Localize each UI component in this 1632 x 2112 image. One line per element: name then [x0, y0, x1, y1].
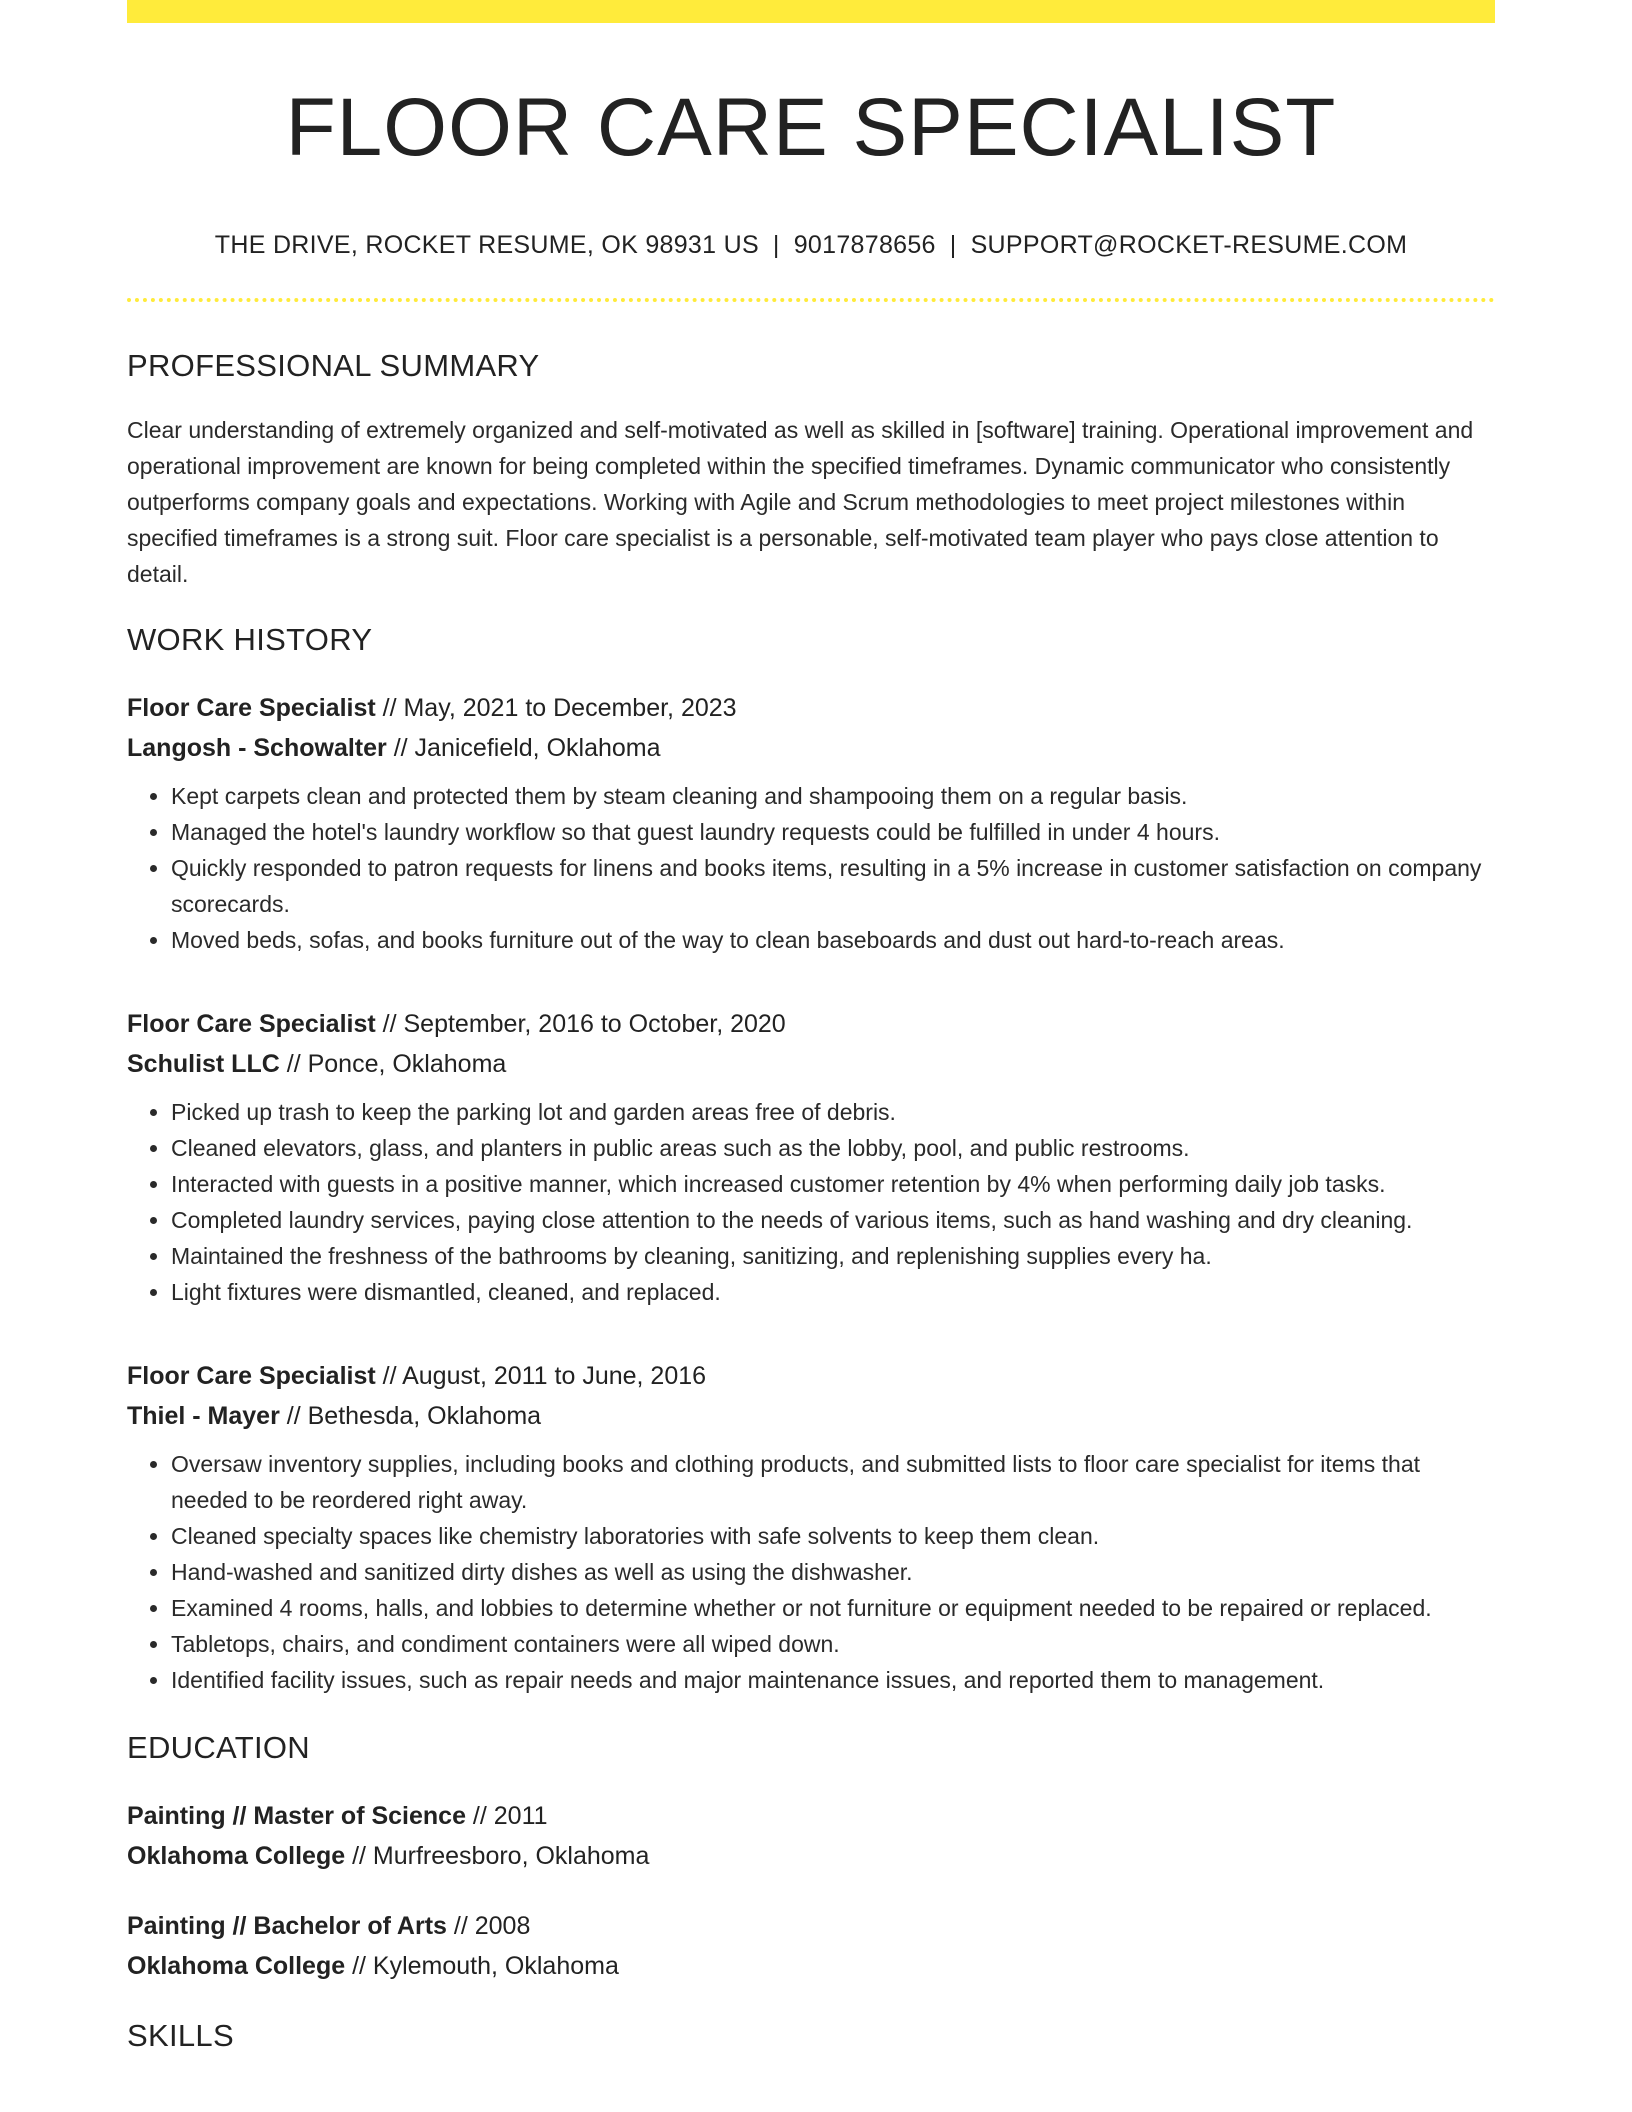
job-company: Schulist LLC	[127, 1050, 280, 1079]
job-bullet: • Kept carpets clean and protected them by steam cleaning and shampooing them on a regular basis.	[171, 778, 1495, 814]
summary-paragraph: Clear understanding of extremely organized and self-motivated as well as skilled in [software] training. Operational improvement and operational improvement are known for being completed within the specified timeframes. Dynamic communicator who consistently outperforms company goals and expectations. Working with Agile and Scrum methodologies to meet project milestones within specified timeframes is a strong suit. Floor care specialist is a personable, self-motivated team player who pays close attention to detail.	[127, 417, 1474, 588]
education-degree-line	[127, 1796, 1495, 1836]
job-dates: // September, 2016 to October, 2020	[375, 1010, 786, 1039]
job-bullet: • Tabletops, chairs, and condiment containers were all wiped down.	[171, 1626, 1495, 1662]
education-degree: Painting // Bachelor of Arts	[127, 1912, 447, 1941]
contact-separator: |	[949, 231, 957, 260]
job-bullet: • Managed the hotel's laundry workflow so that guest laundry requests could be fulfilled in under 4 hours.	[171, 814, 1495, 850]
summary-heading: PROFESSIONAL SUMMARY	[127, 348, 540, 384]
job-bullet: • Interacted with guests in a positive manner, which increased customer retention by 4% when performing daily job tasks.	[171, 1166, 1495, 1202]
job-bullet: • Maintained the freshness of the bathrooms by cleaning, sanitizing, and replenishing supplies every ha.	[171, 1238, 1495, 1274]
education-year: // 2008	[446, 1912, 531, 1941]
education-year: // 2011	[465, 1802, 548, 1831]
job-role: Floor Care Specialist	[127, 1362, 376, 1391]
contact-address: THE DRIVE, ROCKET RESUME, OK 98931 US	[214, 231, 759, 260]
job-bullet: • Oversaw inventory supplies, including books and clothing products, and submitted lists to floor care specialist for items that needed to be reordered right away.	[171, 1446, 1495, 1518]
job-entry	[127, 1356, 1495, 1698]
job-role-line	[127, 1004, 1495, 1044]
education-school-line	[127, 1946, 1495, 1986]
education-heading: EDUCATION	[127, 1730, 310, 1766]
contact-line	[127, 231, 1495, 260]
job-bullet: • Completed laundry services, paying close attention to the needs of various items, such as hand washing and dry cleaning.	[171, 1202, 1495, 1238]
job-bullet: • Examined 4 rooms, halls, and lobbies to determine whether or not furniture or equipment needed to be repaired or replaced.	[171, 1590, 1495, 1626]
contact-phone: 9017878656	[793, 231, 936, 260]
resume-title: FLOOR CARE SPECIALIST	[285, 82, 1337, 173]
job-role-line	[127, 1356, 1495, 1396]
skills-heading: SKILLS	[127, 2018, 234, 2054]
job-bullets	[127, 1094, 1495, 1310]
resume-page	[127, 0, 1495, 2054]
job-bullet: • Cleaned elevators, glass, and planters in public areas such as the lobby, pool, and public restrooms.	[171, 1130, 1495, 1166]
job-location: // Ponce, Oklahoma	[279, 1050, 507, 1079]
job-bullet: • Picked up trash to keep the parking lot and garden areas free of debris.	[171, 1094, 1495, 1130]
job-bullet: • Identified facility issues, such as repair needs and major maintenance issues, and reported them to management.	[171, 1662, 1495, 1698]
education-school: Oklahoma College	[127, 1842, 346, 1871]
job-bullet: • Moved beds, sofas, and books furniture out of the way to clean baseboards and dust out hard-to-reach areas.	[171, 922, 1495, 958]
job-role-line	[127, 688, 1495, 728]
job-location: // Janicefield, Oklahoma	[386, 734, 661, 763]
job-company-line	[127, 1396, 1495, 1436]
job-entry	[127, 1004, 1495, 1310]
education-entry	[127, 1906, 1495, 1986]
work-history-heading: WORK HISTORY	[127, 622, 373, 658]
dotted-divider	[127, 298, 1495, 302]
job-bullets	[127, 778, 1495, 958]
top-accent-bar	[127, 0, 1495, 23]
education-school-line	[127, 1836, 1495, 1876]
contact-email: SUPPORT@ROCKET-RESUME.COM	[970, 231, 1408, 260]
job-bullets	[127, 1446, 1495, 1698]
job-role: Floor Care Specialist	[127, 1010, 376, 1039]
education-entry	[127, 1796, 1495, 1876]
job-company: Langosh - Schowalter	[127, 734, 387, 763]
job-role: Floor Care Specialist	[127, 694, 376, 723]
job-company-line	[127, 1044, 1495, 1084]
job-entry	[127, 688, 1495, 958]
job-location: // Bethesda, Oklahoma	[279, 1402, 542, 1431]
education-degree-line	[127, 1906, 1495, 1946]
education-degree: Painting // Master of Science	[127, 1802, 466, 1831]
job-company: Thiel - Mayer	[127, 1402, 280, 1431]
job-dates: // August, 2011 to June, 2016	[375, 1362, 707, 1391]
education-location: // Kylemouth, Oklahoma	[345, 1952, 619, 1981]
education-school: Oklahoma College	[127, 1952, 346, 1981]
job-dates: // May, 2021 to December, 2023	[375, 694, 737, 723]
contact-separator: |	[772, 231, 780, 260]
education-location: // Murfreesboro, Oklahoma	[345, 1842, 650, 1871]
job-bullet: • Cleaned specialty spaces like chemistry laboratories with safe solvents to keep them clean.	[171, 1518, 1495, 1554]
job-bullet: • Hand-washed and sanitized dirty dishes as well as using the dishwasher.	[171, 1554, 1495, 1590]
job-bullet: • Light fixtures were dismantled, cleaned, and replaced.	[171, 1274, 1495, 1310]
job-company-line	[127, 728, 1495, 768]
job-bullet: • Quickly responded to patron requests for linens and books items, resulting in a 5% increase in customer satisfaction on company scorecards.	[171, 850, 1495, 922]
